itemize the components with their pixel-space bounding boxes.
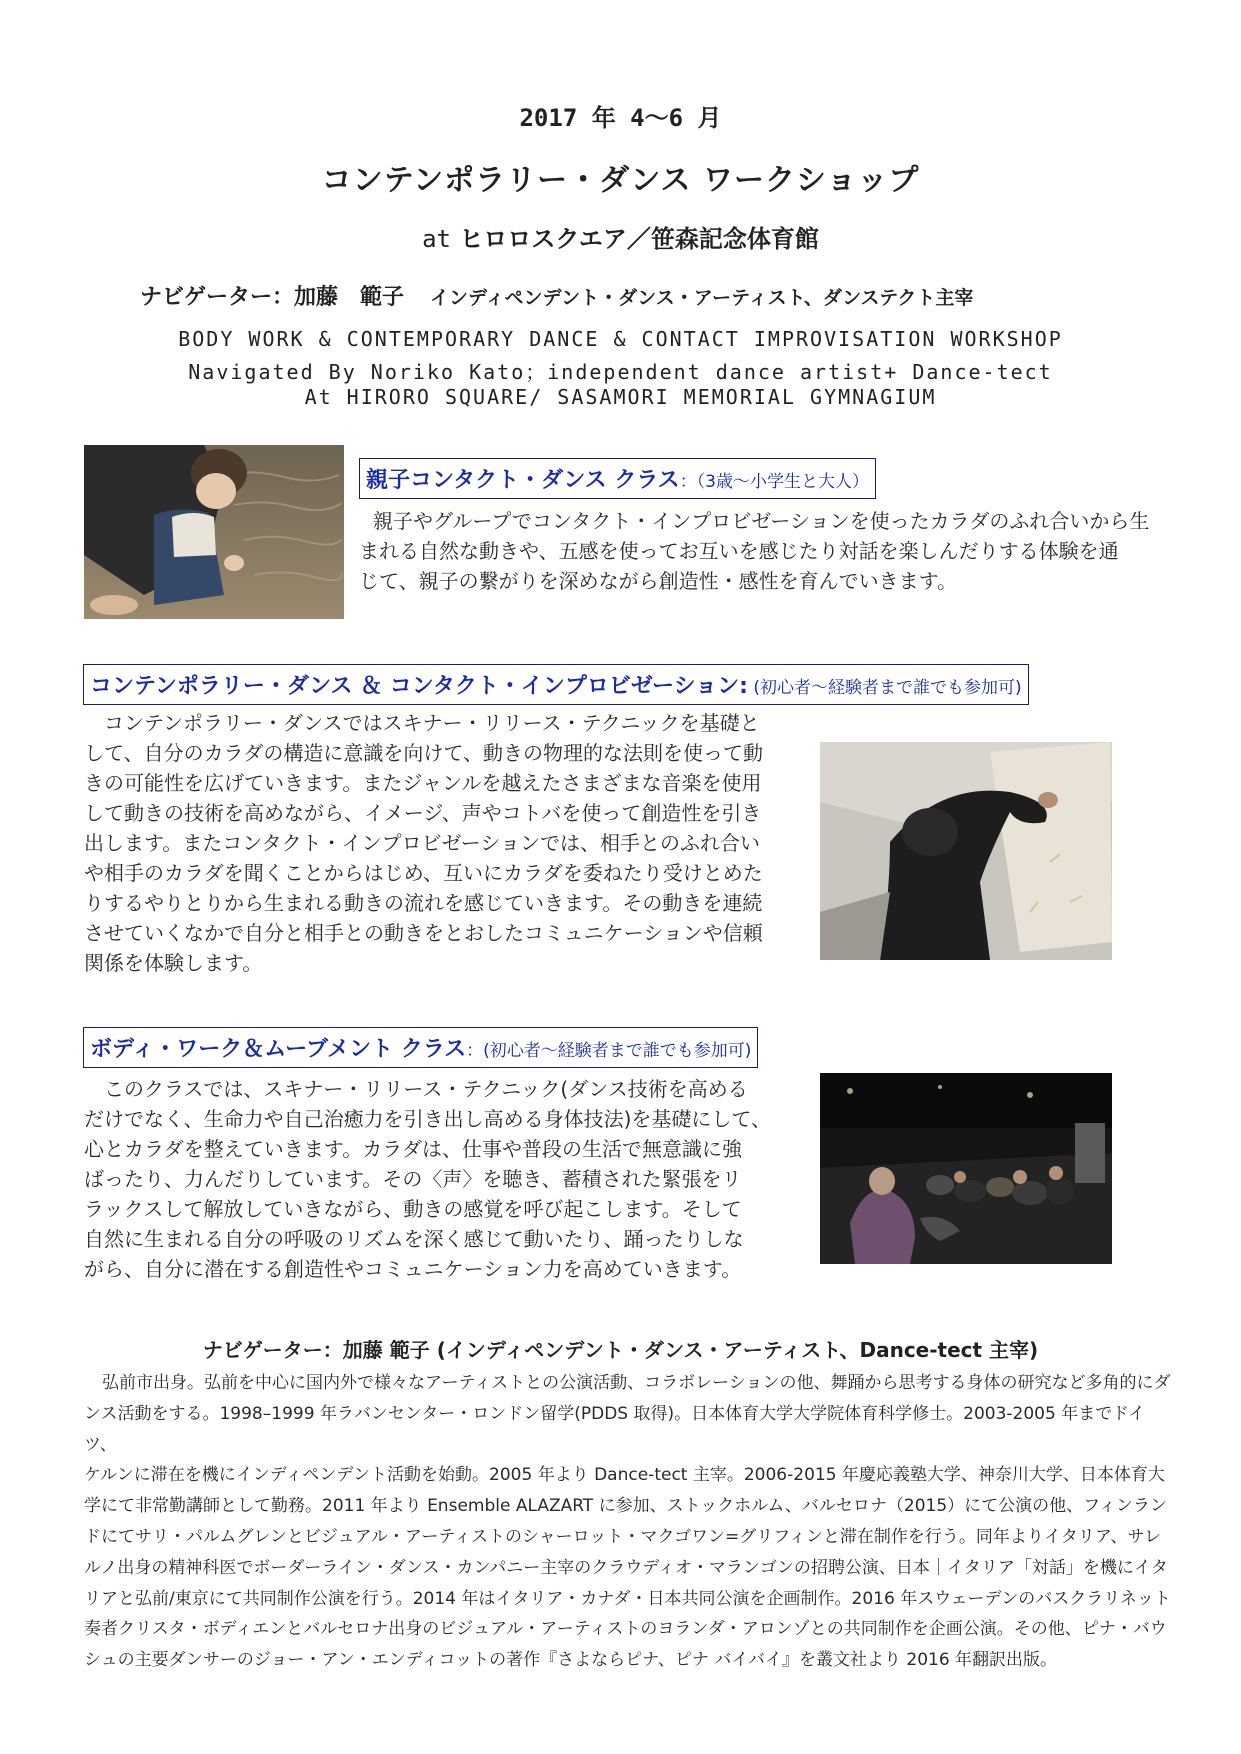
section-heading-parent-child (359, 458, 876, 499)
event-date: 2017 年 4～6 月 (519, 104, 722, 132)
section-body-parent-child (359, 506, 1179, 596)
navigator-line (140, 280, 973, 311)
body-line: がら、自分に潜在する創造性やコミュニケーション力を高めていきます。 (84, 1257, 742, 1281)
section-body-bodywork (84, 1074, 804, 1284)
photo-parent-child (84, 445, 344, 619)
body-line: や相手のカラダを聞くことからはじめ、互いにカラダを委ねたり受けとめた (84, 861, 763, 885)
body-line: 自然に生まれる自分の呼吸のリズムを深く感じて動いたり、踊ったりしな (84, 1227, 744, 1251)
body-line: ばったり、力んだりしています。その〈声〉を聴き、蓄積された緊張をリ (84, 1167, 742, 1191)
body-line: だけでなく、生命力や自己治癒力を引き出し高める身体技法)を基礎にして、 (84, 1107, 772, 1131)
section-heading-text: 親子コンタクト・ダンス クラス (366, 468, 680, 493)
body-line: りするやりとりから生まれる動きの流れを感じていきます。その動きを連続 (84, 891, 763, 915)
section-heading-sub: (初心者～経験者まで誰でも参加可) (747, 678, 1022, 698)
bio-line: 弘前市出身。弘前を中心に国内外で様々なアーティストとの公演活動、コラボレーションの他、舞踊から思考する身体の研究など多角的にダ (102, 1373, 1171, 1393)
navigator-bio-heading: ナビゲーター：加藤 範子 (インディペンデント・ダンス・アーティスト、Dance-tect 主宰) (202, 1338, 1039, 1362)
body-line: このクラスでは、スキナー・リリース・テクニック(ダンス技術を高める (104, 1077, 748, 1101)
section-heading-bodywork (83, 1027, 758, 1068)
section-heading-sub: ：(初心者～経験者まで誰でも参加可) (466, 1041, 752, 1061)
body-line: させていくなかで自分と相手との動きをとおしたコミュニケーションや信頼 (84, 921, 763, 945)
body-line: して、自分のカラダの構造に意識を向けて、動きの物理的な法則を使って動 (84, 741, 763, 765)
bio-line: ンス活動をする。1998–1999 年ラバンセンター・ロンドン留学(PDDS 取得)。日本体育大学大学院体育科学修士。2003-2005 年までドイツ、 (84, 1403, 1146, 1455)
body-line: コンテンポラリー・ダンスではスキナー・リリース・テクニックを基礎と (104, 711, 760, 735)
page-title: コンテンポラリー・ダンス ワークショップ (321, 163, 920, 198)
navigator-bio (84, 1368, 1174, 1676)
photo-group-workshop (820, 1073, 1112, 1264)
bio-line: シュの主要ダンサーのジョー・アン・エンディコットの著作『さよならピナ、ピナ バイバイ』を叢文社より 2016 年翻訳出版。 (84, 1650, 1058, 1671)
english-subtitle-1: BODY WORK & CONTEMPORARY DANCE & CONTACT IMPROVISATION WORKSHOP (178, 327, 1063, 351)
section-heading-text: ボディ・ワーク＆ムーブメント クラス (90, 1037, 467, 1062)
body-line: 出します。またコンタクト・インプロビゼーションでは、相手とのふれ合い (84, 831, 760, 855)
section-body-contemporary (84, 708, 804, 978)
section-heading-text: コンテンポラリー・ダンス ＆ コンタクト・インプロビゼーション: (90, 674, 748, 699)
bio-line: 学にて非常勤講師として勤務。2011 年より Ensemble ALAZART に参加、ストックホルム、バルセロナ（2015）にて公演の他、フィンラン (84, 1496, 1167, 1517)
section-heading-sub: ：（3歳～小学生と大人） (679, 472, 870, 492)
body-line: 関係を体験します。 (84, 951, 263, 975)
navigator-label: ナビゲーター：加藤 範子 (140, 285, 405, 310)
bio-line: ドにてサリ・パルムグレンとビジュアル・アーティストのシャーロット・マクゴワン=グリフィンと滞在制作を行う。同年よりイタリア、サレ (84, 1526, 1162, 1547)
venue (0, 219, 1241, 254)
body-line: じて、親子の繋がりを深めながら創造性・感性を育んでいきます。 (359, 569, 957, 593)
photo-dancer (820, 742, 1112, 960)
body-line: して動きの技術を高めながら、イメージ、声やコトバを使って創造性を引き (84, 801, 762, 825)
english-subtitle-3: At HIRORO SQUARE/ SASAMORI MEMORIAL GYMNAGIUM (304, 385, 937, 409)
bio-line: ケルンに滞在を機にインディペンデント活動を始動。2005 年より Dance-tect 主宰。2006-2015 年慶応義塾大学、神奈川大学、日本体育大 (84, 1465, 1165, 1486)
body-line: まれる自然な動きや、五感を使ってお互いを感じたり対話を楽しんだりする体験を通 (359, 539, 1119, 563)
bio-line: 奏者クリスタ・ボディエンとバルセロナ出身のビジュアル・アーティストのヨランダ・アロンゾとの共同制作を企画公演。その他、ピナ・バウ (84, 1619, 1167, 1640)
section-heading-contemporary (83, 664, 1029, 705)
bio-line: ルノ出身の精神科医でボーダーライン・ダンス・カンパニー主宰のクラウディオ・マランゴンの招聘公演、日本｜イタリア「対話」を機にイタ (84, 1557, 1168, 1578)
navigator-role: インディペンデント・ダンス・アーティスト、ダンステクト主宰 (430, 287, 974, 309)
venue-prefix: at (422, 225, 451, 253)
venue-name: ヒロロスクエア／笹森記念体育館 (459, 225, 819, 253)
body-line: 心とカラダを整えていきます。カラダは、仕事や普段の生活で無意識に強 (84, 1137, 742, 1161)
body-line: 親子やグループでコンタクト・インプロビゼーションを使ったカラダのふれ合いから生 (373, 509, 1150, 533)
body-line: きの可能性を広げていきます。またジャンルを越えたさまざまな音楽を使用 (84, 771, 762, 795)
bio-line: リアと弘前/東京にて共同制作公演を行う。2014 年はイタリア・カナダ・日本共同公演を企画制作。2016 年スウェーデンのバスクラリネット (84, 1588, 1171, 1609)
body-line: ラックスして解放していきながら、動きの感覚を呼び起こします。そして (84, 1197, 742, 1221)
english-subtitle-2: Navigated By Noriko Kato；independent dance artist+ Dance-tect (188, 360, 1053, 384)
